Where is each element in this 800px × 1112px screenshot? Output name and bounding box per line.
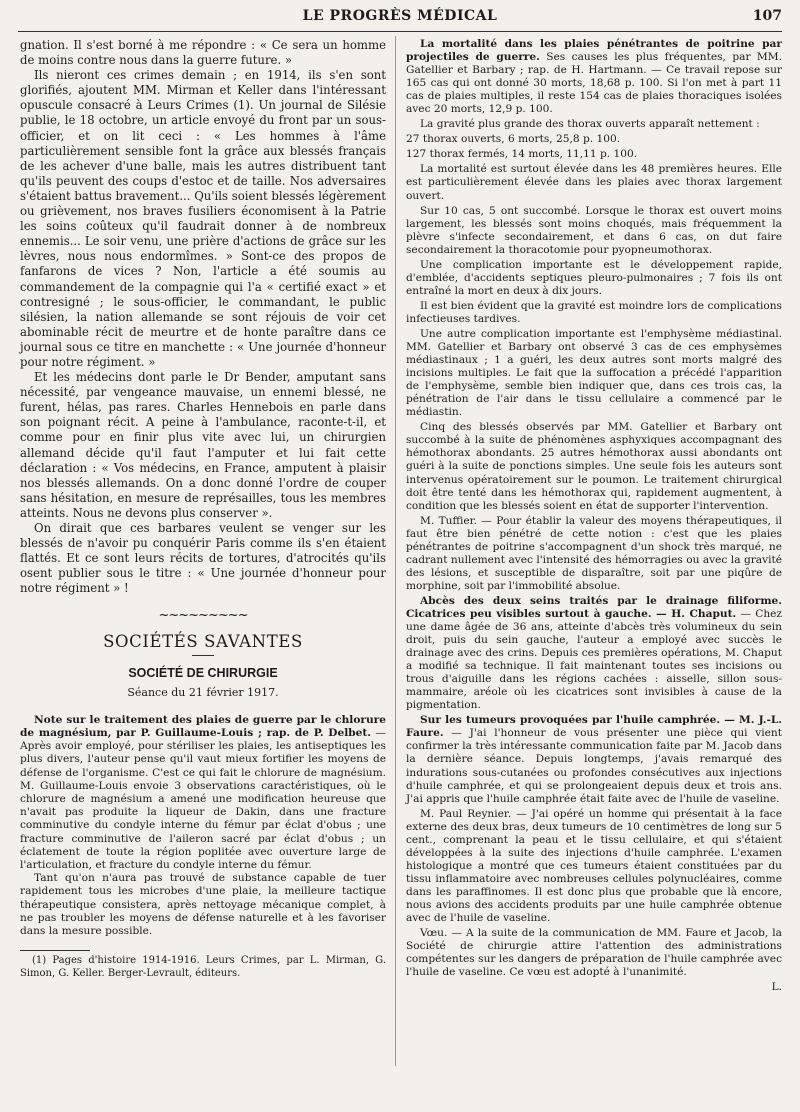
paragraph: La gravité plus grande des thorax ouverts apparaît nettement : [420, 118, 760, 131]
paragraph: La mortalité est surtout élevée dans les 48 premières heures. Elle est particulièrement élevée dans les plaies avec thorax largement ouvert. [406, 163, 782, 202]
page-number: 107 [752, 8, 782, 24]
paragraph: Abcès des deux seins traités par le drainage filiforme. Cicatrices peu visibles surtout à gauche. — H. Chaput. — Chez une dame âgée de 36 ans, atteinte d'abcès très volumineux du sein droit, puis du sein gauche, l'auteur a employé avec succès le drainage avec des crins. Depuis ces premières opérations, M. Chaput a modifié sa technique. Il fait maintenant toutes ses incisions ou trous d'aiguille dans les régions cachées : aisselle, sillon sous-mammaire, aréole où les cicatrices sont invisibles à cause de la pigmentation. [406, 594, 782, 712]
left-column [20, 38, 386, 980]
note-title: Note sur le traitement des plaies de guerre par le chlorure de magnésium, par P. Guillaume-Louis ; rap. de P. Delbet. [20, 713, 386, 740]
paragraph: Il est bien évident que la gravité est moindre lors de complications infectieuses tardives. [406, 299, 782, 325]
note-body: — Après avoir employé, pour stériliser les plaies, les antiseptiques les plus divers, l'auteur pense qu'il vaut mieux fortifier les moyens de défense de l'organisme. C'est ce qui fait le chlorure de magnésium. M. Guillaume-Louis envoie 3 observations caractéristiques, où le chlorure de magnésium a amené une modification heureuse que n'avait pas produite la liqueur de Dakin, dans une fracture comminutive du condyle interne du fémur par éclat d'obus ; une fracture comminutive de l'aileron sacré par éclat d'obus ; un éclatement de toute la région poplitée avec ouverture large de l'articulation, et fracture du condyle interne du fémur. [20, 727, 386, 872]
subsection-title: SOCIÉTÉ DE CHIRURGIE [128, 665, 278, 680]
paragraph: gnation. Il s'est borné à me répondre : « Ce sera un homme de moins contre nous dans la guerre future. » [20, 38, 386, 68]
paragraph: M. Tuffier. — Pour établir la valeur des moyens thérapeutiques, il faut être bien pénétré de cette notion : c'est que les plaies pénétrantes de poitrine s'accompagnent d'un shock très marqué, ne cadrant nullement avec l'intensité des hémorragies ou avec la gravité des lésions, et susceptible de disparaître, soit par une piqûre de morphine, soit par l'immobilité absolue. [406, 514, 782, 592]
paragraph: Sur 10 cas, 5 ont succombé. Lorsque le thorax est ouvert moins largement, les blessés sont moins choqués, mais fréquemment la plèvre s'infecte secondairement, et dans 6 cas, on dut faire secondairement la thoracotomie pour pyopneumothorax. [406, 204, 782, 256]
paragraph: Sur les tumeurs provoquées par l'huile camphrée. — M. J.-L. Faure. — J'ai l'honneur de vous présenter une pièce qui vient confirmer la très intéressante communication faite par M. Jacob dans la dernière séance. Depuis longtemps, j'avais remarqué des indurations sous-cutanées ou profondes consécutives aux injections d'huile camphrée, et qui se prolongeaient depuis deux et trois ans. J'ai appris que l'huile camphrée était faite avec de l'huile de vaseline. [406, 714, 783, 805]
stats-block [406, 133, 782, 161]
right-column [406, 38, 782, 996]
paragraph: Cinq des blessés observés par MM. Gatellier et Barbary ont succombé à la suite de phénomènes asphyxiques accompagnant des hémothorax abondants. 25 autres hémothorax aussi abondants ont guéri à la suite de ponctions simples. Une seule fois les auteurs sont intervenus opératoirement sur le poumon. Le traitement chirurgical doit être tenté dans les hémothorax qui, rapidement augmentent, à condition que les blessés soient en état de supporter l'intervention. [406, 421, 782, 512]
note-paragraph-2: Tant qu'on n'aura pas trouvé de substance capable de tuer rapidement tous les microbes d'une plaie, la meilleure tactique thérapeutique consistera, après nettoyage mécanique complet, à ne pas troubler les moyens de défense naturelle et à les favoriser dans la mesure possible. [20, 872, 386, 938]
paragraph: La mortalité dans les plaies pénétrantes de poitrine par projectiles de guerre. Ses causes les plus fréquentes, par MM. Gatellier et Barbary ; rap. de H. Hartmann. — Ce travail repose sur 165 cas qui ont donné 30 morts, 18,68 p. 100. Si l'on met à part 11 cas de plaies multiples, il reste 154 cas de plaies thoraciques isolées avec 20 morts, 12,9 p. 100. [406, 38, 782, 116]
stat-line: 27 thorax ouverts, 6 morts, 25,8 p. 100. [406, 133, 621, 146]
footnote: (1) Pages d'histoire 1914-1916. Leurs Crimes, par L. Mirman, G. Simon, G. Keller. Berger-Levrault, éditeurs. [20, 955, 386, 979]
stat-line: 127 thorax fermés, 14 morts, 11,11 p. 100. [406, 148, 638, 161]
section-title: SOCIÉTÉS SAVANTES [103, 631, 303, 651]
paragraph: M. Paul Reynier. — J'ai opéré un homme qui présentait à la face externe des deux bras, deux tumeurs de 10 centimètres de long sur 5 cent., comprenant la peau et le tissu cellulaire, et qui s'étaient développées à la suite des injections d'huile camphrée. L'examen histologique a montré que ces tumeurs étaient constituées par du tissu inflammatoire avec nombreuses cellules polynucléaires, comme dans les paraffinomes. Il est donc plus que probable que là encore, nous avions des accidents produits par une huile camphrée obtenue avec de l'huile de vaseline. [406, 807, 782, 925]
section-rule [192, 655, 214, 656]
session-date: Séance du 21 février 1917. [127, 685, 279, 699]
paragraph: Ils nieront ces crimes demain ; en 1914, ils s'en sont glorifiés, ajoutent MM. Mirman et Keller dans l'intéressant opuscule consacré à Leurs Crimes (1). Un journal de Silésie publie, le 18 octobre, un article envoyé du front par un sous-officier, et on lit ceci : « Les hommes à l'âme particulièrement sensible font la grâce aux blessés français de les achever d'une balle, mais les autres distribuent tant qu'ils peuvent des coups d'estoc et de taille. Nos adversaires s'étaient battus bravement... Qu'ils soient blessés légèrement ou grièvement, nos braves fusiliers économisent à la Patrie les soins coûteux qu'il faudrait donner à de nombreux ennemis... Le soir venu, une prière d'actions de grâce sur les lèvres, nous nous endormîmes. » Sont-ce des propos de fanfarons de vices ? Non, l'article a été soumis au commandement de la compagnie qui l'a « certifié exact » et contresigné ; le sous-officier, le commandant, le public silésien, la nation allemande se sont réjouis de voir cet abominable récit de meurtre et de honte paraître dans ce journal sous ce titre en manchette : « Une journée d'honneur pour notre régiment. » [20, 68, 386, 369]
journal-title: LE PROGRÈS MÉDICAL [302, 8, 498, 24]
running-header [18, 6, 782, 30]
paragraph: Vœu. — A la suite de la communication de MM. Faure et Jacob, la Société de chirurgie attire l'attention des administrations compétentes sur les dangers de préparation de l'huile camphrée avec l'huile de vaseline. Ce vœu est adopté à l'unanimité. [406, 927, 782, 979]
paragraph: Une complication importante est le développement rapide, d'emblée, d'accidents septiques pleuro-pulmonaires ; 7 fois ils ont entraîné la mort en deux à dix jours. [406, 258, 782, 297]
article-title: Sur les tumeurs provoquées par l'huile camphrée. — M. J.-L. Faure. [406, 714, 782, 740]
column-divider [395, 36, 396, 1066]
paragraph: Une autre complication importante est l'emphysème médiastinal. MM. Gatellier et Barbary ont observé 3 cas de ces emphysèmes médiastinaux ; 1 a guéri, les deux autres sont morts malgré des incisions multiples. Le fait que la suffocation a précédé l'apparition de l'emphysème, semble bien indiquer que, dans ces trois cas, la pénétration de l'air dans le tissu cellulaire a commencé par le médiastin. [406, 327, 782, 419]
paragraph: Et les médecins dont parle le Dr Bender, amputant sans nécessité, par vengeance mauvaise, un ennemi blessé, ne furent, hélas, pas rares. Charles Hennebois en parle dans son poignant récit. A peine à l'ambulance, raconte-t-il, et comme pour en finir plus vite avec lui, un chirurgien allemand décide qu'il faut l'amputer et lui fait cette déclaration : « Vos médecins, en France, amputent à plaisir nos blessés allemands. On a donc donné l'ordre de couper sans hésitation, en mesure de représailles, tous les membres atteints. Nous ne devons plus conserver ». [20, 370, 386, 520]
note-paragraph [20, 714, 386, 872]
ornament-divider: ~~~~~~~~~ [158, 608, 248, 624]
header-rule [18, 31, 782, 32]
article-title: La mortalité dans les plaies pénétrantes de poitrine par projectiles de guerre. [406, 38, 782, 64]
signature: L. [771, 981, 782, 994]
footnote-rule [20, 950, 90, 951]
article-title: Abcès des deux seins traités par le drainage filiforme. Cicatrices peu visibles surtout à gauche. — H. Chaput. [406, 594, 782, 620]
paragraph: On dirait que ces barbares veulent se venger sur les blessés de n'avoir pu conquérir Paris comme ils s'en étaient flattés. Et ce sont leurs récits de tortures, d'atrocités qu'ils osent publier sous le titre : « Une journée d'honneur pour notre régiment » ! [20, 521, 386, 596]
